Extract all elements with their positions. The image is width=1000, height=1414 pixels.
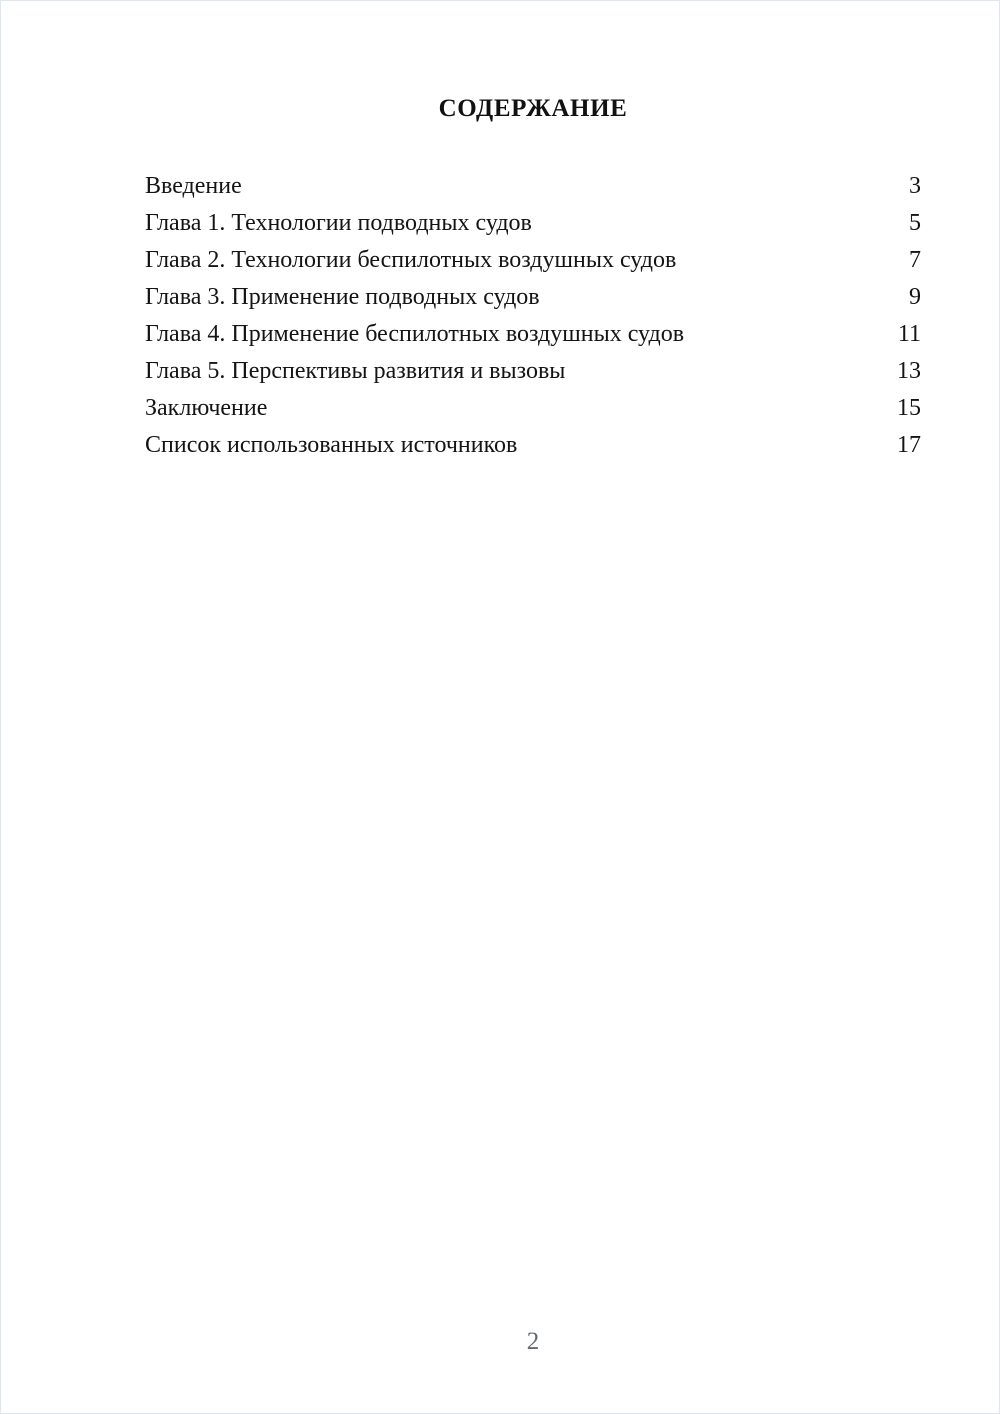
toc-entry <box>145 242 921 279</box>
toc-entry <box>145 427 921 464</box>
toc-entry <box>145 316 921 353</box>
toc-entry-label: Глава 2. Технологии беспилотных воздушных судов <box>145 247 677 273</box>
toc-entry <box>145 353 921 390</box>
page-title: СОДЕРЖАНИЕ <box>438 95 628 122</box>
toc-entry-page: 11 <box>897 321 921 347</box>
toc-entry-label: Глава 3. Применение подводных судов <box>145 284 540 310</box>
toc-entry <box>145 205 921 242</box>
toc-entry-label: Глава 4. Применение беспилотных воздушных судов <box>145 321 685 347</box>
toc-entry-label: Заключение <box>145 395 268 421</box>
page-footer <box>145 1327 921 1357</box>
page-number: 2 <box>526 1328 540 1355</box>
toc-entry-label: Глава 5. Перспективы развития и вызовы <box>145 358 566 384</box>
toc-entry-page: 3 <box>909 173 921 199</box>
toc-entry <box>145 168 921 205</box>
toc-entry-page: 5 <box>909 210 921 236</box>
toc-content <box>145 96 921 464</box>
toc-entry <box>145 279 921 316</box>
toc-entry-page: 13 <box>897 358 921 384</box>
toc-entry-label: Список использованных источников <box>145 432 518 458</box>
toc-entry-label: Глава 1. Технологии подводных судов <box>145 210 532 236</box>
toc-entry-label: Введение <box>145 173 242 199</box>
toc-entry-page: 15 <box>897 395 921 421</box>
toc-entry-page: 9 <box>909 284 921 310</box>
toc-list <box>145 168 921 464</box>
toc-entry-page: 17 <box>897 432 921 458</box>
toc-entry <box>145 390 921 427</box>
toc-entry-page: 7 <box>909 247 921 273</box>
